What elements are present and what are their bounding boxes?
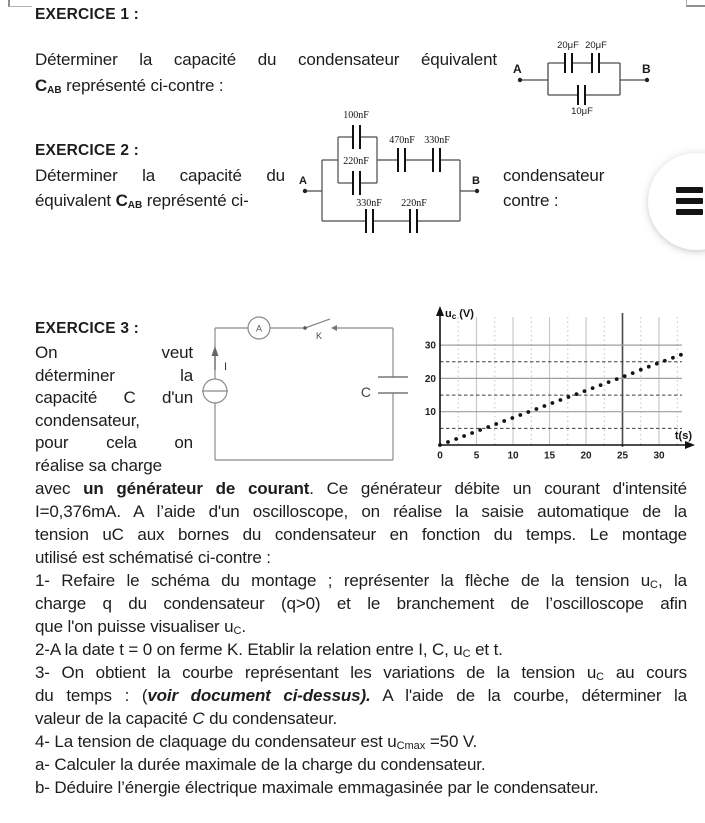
exercise2-statement-right (503, 163, 643, 213)
body-line: a- Calculer la durée maximale de la charge du condensateur. (35, 755, 486, 774)
body-line: charge q du condensateur (q>0) et le branchement de l’oscilloscope afin (35, 594, 687, 613)
terminal-b-label: B (642, 62, 651, 76)
text-line: Déterminer la capacité du (35, 166, 285, 185)
text-segment: du condensateur. (204, 709, 338, 728)
terminal-b-dot (475, 189, 479, 193)
x-tick-label: 0 (437, 450, 443, 462)
text-segment: . Ce générateur débite un courant d'intensité (309, 479, 687, 498)
body-line: I=0,376mA. A l’aide d'un oscilloscope, on réalise la saisie automatique de la (35, 502, 687, 521)
text-line: pour cela on (35, 433, 193, 452)
menu-button[interactable] (648, 153, 705, 250)
y-axis-title: uc (V) (445, 308, 474, 321)
cab-subscript: AB (47, 85, 62, 96)
exercise1-heading: EXERCICE 1 : (35, 6, 140, 23)
ammeter-label: A (255, 323, 263, 334)
text-line: condensateur (503, 166, 605, 185)
text-line: déterminer la (35, 365, 193, 385)
capacitor-label: 10μF (571, 106, 593, 116)
subscript: C (233, 625, 242, 637)
text-segment: et t. (470, 640, 503, 659)
text-segment-bold-italic: voir document ci-dessus). (147, 686, 371, 705)
text-line (35, 188, 285, 213)
switch-pivot-dot (303, 326, 307, 330)
text-segment: A l'aide de la courbe, déterminer la (370, 686, 687, 705)
x-axis-arrow (685, 441, 695, 449)
current-label: I (224, 361, 228, 373)
exercise2-circuit-diagram (292, 104, 492, 246)
x-tick-label: 10 (507, 450, 519, 462)
y-tick-label: 20 (424, 373, 436, 385)
text-segment: =50 V. (425, 732, 478, 751)
exercise2-heading: EXERCICE 2 : (35, 142, 140, 159)
text-segment: représenté ci-contre : (61, 76, 224, 95)
text-line: condensateur, (35, 410, 140, 430)
text-segment: au cours (604, 663, 688, 682)
x-tick-label: 20 (580, 450, 592, 462)
text-segment: équivalent (35, 191, 116, 210)
text-line: capacité C d'un (35, 388, 193, 407)
text-segment-italic: C (192, 709, 205, 728)
terminal-a-label: A (299, 175, 307, 187)
capacitor-label: 330nF (424, 135, 450, 146)
text-line (35, 73, 497, 99)
text-line: Déterminer la capacité du condensateur équivalent (35, 50, 497, 69)
body-line (35, 477, 687, 500)
capacitor-label: 220nF (401, 198, 427, 209)
body-line (35, 615, 687, 638)
text-segment: 1- Refaire le schéma du montage ; représenter la flèche de la tension u (35, 571, 651, 590)
y-axis-arrow (436, 306, 444, 316)
capacitor-label: C (360, 384, 371, 400)
y-tick-label: 10 (424, 407, 436, 419)
text-segment: , la (658, 571, 687, 590)
text-segment: . (241, 617, 246, 636)
x-tick-label: 25 (616, 450, 629, 462)
text-segment: 4- La tension de claquage du condensateur est u (35, 732, 397, 751)
x-tick-label: 5 (473, 450, 480, 462)
capacitor-label: 220nF (343, 156, 369, 167)
subscript: Cmax (396, 740, 426, 752)
capacitor-label: 20μF (557, 40, 579, 51)
text-line: réalise sa charge (35, 455, 162, 475)
page-corner-mark (8, 0, 32, 7)
switch-contact-arrow (331, 325, 337, 331)
text-line: contre : (503, 191, 559, 210)
x-tick-label: 15 (543, 450, 556, 462)
terminal-a-dot (518, 78, 522, 82)
text-segment: 3- On obtient la courbe représentant les variations de la tension u (35, 663, 597, 682)
exercise1-statement (35, 47, 497, 99)
x-axis-title: t(s) (674, 430, 692, 442)
body-line: tension uC aux bornes du condensateur en fonction du temps. Le montage (35, 525, 687, 544)
exercise3-statement (35, 342, 193, 477)
cab-subscript: AB (127, 200, 143, 211)
cab-symbol: C (35, 76, 48, 95)
text-segment: avec (35, 479, 84, 498)
body-line (35, 638, 687, 661)
body-line: utilisé est schématisé ci-contre : (35, 548, 271, 567)
current-arrow-head (212, 346, 219, 356)
exercise3-heading: EXERCICE 3 : (35, 320, 140, 337)
text-line: On veut (35, 343, 193, 362)
exercise3-circuit-diagram (197, 308, 412, 468)
body-line (35, 661, 687, 684)
capacitor-label: 100nF (343, 110, 369, 121)
text-segment: que l'on puisse visualiser u (35, 617, 234, 636)
terminal-a-dot (303, 189, 307, 193)
body-line (35, 730, 687, 753)
subscript: C (596, 671, 605, 683)
exercise1-circuit-diagram (505, 36, 665, 116)
body-line (35, 684, 687, 707)
y-tick-label: 30 (424, 340, 436, 352)
text-segment-bold: un générateur de courant (83, 479, 310, 498)
text-segment: du temps : ( (35, 686, 148, 705)
data-points-series (438, 353, 683, 447)
x-tick-label: 30 (653, 450, 665, 462)
text-segment: valeur de la capacité (35, 709, 193, 728)
cab-symbol: C (115, 191, 128, 210)
capacitor-label: 470nF (389, 135, 415, 146)
subscript: C (462, 648, 471, 660)
body-line (35, 569, 687, 592)
body-line (35, 707, 687, 730)
switch-label: K (316, 331, 323, 341)
capacitor-label: 20μF (585, 40, 607, 51)
subscript: C (650, 579, 658, 591)
terminal-b-dot (645, 78, 649, 82)
uc-vs-time-chart (424, 303, 704, 475)
page-corner-mark (686, 0, 705, 7)
text-segment: 2-A la date t = 0 on ferme K. Etablir la relation entre I, C, u (35, 640, 463, 659)
text-segment: représenté ci- (142, 191, 249, 210)
exercise2-statement-left (35, 163, 285, 213)
capacitor-label: 330nF (356, 198, 382, 209)
terminal-a-label: A (513, 62, 522, 76)
body-line: b- Déduire l’énergie électrique maximale emmagasinée par le condensateur. (35, 778, 599, 797)
exercise3-body-text (35, 477, 687, 799)
terminal-b-label: B (472, 175, 480, 187)
hamburger-menu-icon (648, 153, 705, 250)
